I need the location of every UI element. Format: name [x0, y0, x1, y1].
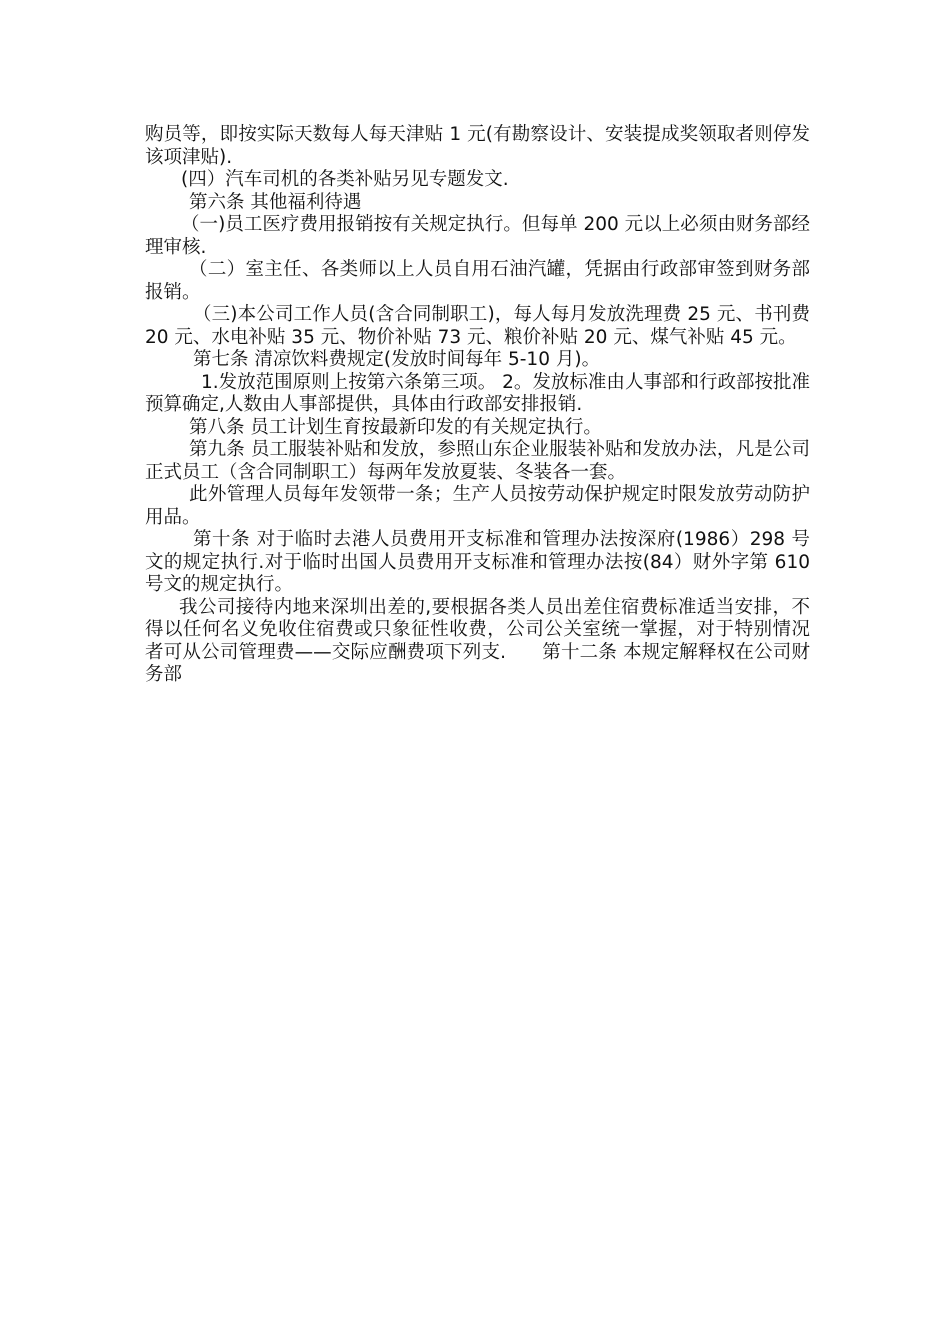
paragraph-13-text: 我公司接待内地来深圳出差的,要根据各类人员出差住宿费标准适当安排，不得以任何名义免收住宿费或只象征性收费，公司公关室统一掌握，对于特别情况者可从公司管理费——交际应酬费项下列支. — [145, 596, 810, 663]
paragraph-4: （一)员工医疗费用报销按有关规定执行。但每单 200 元以上必须由财务部经理审核. — [145, 214, 810, 258]
paragraph-2: (四）汽车司机的各类补贴另见专题发文. — [181, 169, 509, 190]
paragraph-7: 第七条 清凉饮料费规定(发放时间每年 5-10 月)。 — [193, 349, 601, 370]
paragraph-11: 此外管理人员每年发领带一条；生产人员按劳动保护规定时限发放劳动防护用品。 — [145, 484, 810, 528]
paragraph-5: （二）室主任、各类师以上人员自用石油汽罐，凭据由行政部审签到财务部报销。 — [145, 259, 810, 303]
paragraph-9: 第八条 员工计划生育按最新印发的有关规定执行。 — [189, 416, 602, 438]
paragraph-14: 第十二条 本规定解释权在公司财务部 — [145, 641, 810, 685]
document-body — [145, 124, 810, 687]
paragraph-1: 购员等，即按实际天数每人每天津贴 1 元(有勘察设计、安装提成奖领取者则停发该项津贴). — [145, 124, 810, 168]
paragraph-3: 第六条 其他福利待遇 — [189, 191, 362, 213]
paragraph-13 — [145, 597, 810, 687]
paragraph-10: 第九条 员工服装补贴和发放，参照山东企业服装补贴和发放办法，凡是公司正式员工（含合同制职工）每两年发放夏装、冬装各一套。 — [145, 439, 810, 483]
paragraph-8: 1.发放范围原则上按第六条第三项。 2。发放标准由人事部和行政部按批准预算确定,人数由人事部提供，具体由行政部安排报销. — [145, 371, 810, 415]
paragraph-6: （三)本公司工作人员(含合同制职工)，每人每月发放洗理费 25 元、书刊费 20 元、水电补贴 35 元、物价补贴 73 元、粮价补贴 20 元、煤气补贴 45 元。 — [145, 304, 810, 348]
paragraph-12: 第十条 对于临时去港人员费用开支标准和管理办法按深府(1986）298 号文的规定执行.对于临时出国人员费用开支标准和管理办法按(84）财外字第 610 号文的规定执行。 — [145, 529, 810, 595]
